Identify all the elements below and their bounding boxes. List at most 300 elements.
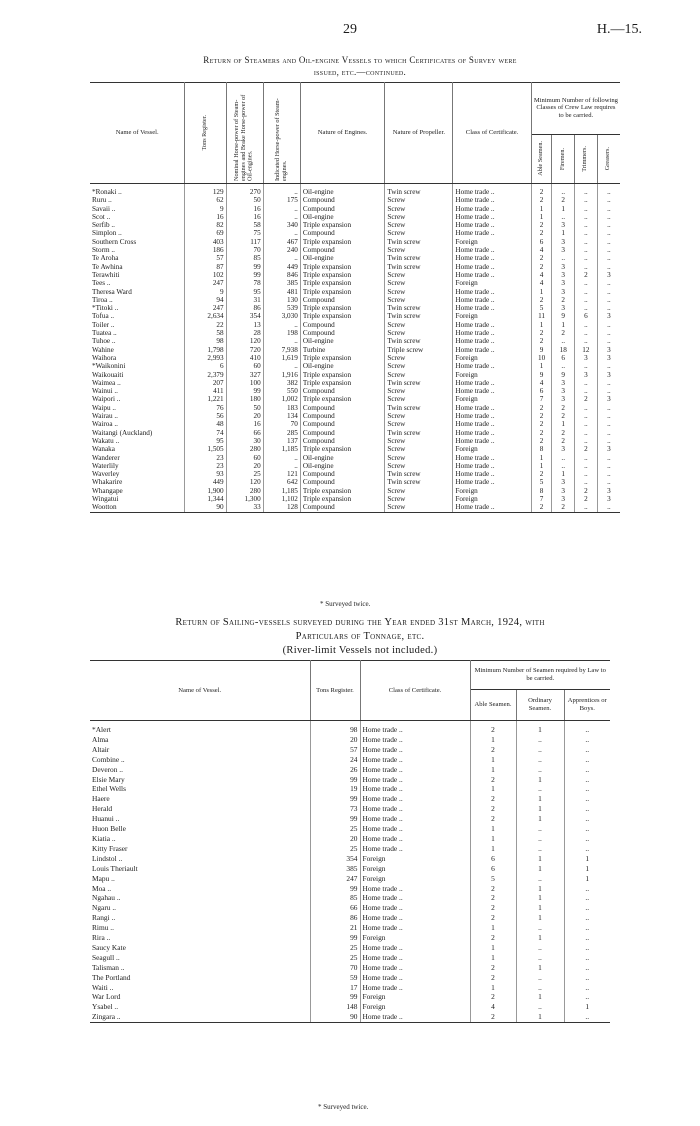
cell-fire: 1: [552, 470, 575, 478]
cell-ihp: 183: [263, 404, 300, 412]
cell-tons: 9: [185, 205, 226, 213]
cell-fire: 3: [552, 487, 575, 495]
cell-ihp: 1,916: [263, 371, 300, 379]
cell-propeller: Screw: [385, 371, 453, 379]
cell-engines: Triple expansion: [300, 354, 385, 362]
cell-able: 1: [470, 983, 516, 993]
cell-tons: 16: [185, 213, 226, 221]
cell-fire: 2: [552, 429, 575, 437]
cell-cls: Foreign: [360, 992, 470, 1002]
cell-able: 4: [531, 379, 552, 387]
cell-able: 9: [531, 371, 552, 379]
cell-tons: 86: [310, 913, 360, 923]
cell-nhp: 31: [226, 296, 263, 304]
cell-able: 6: [531, 387, 552, 395]
cell-cls: Home trade ..: [360, 1012, 470, 1022]
cell-engines: Triple expansion: [300, 395, 385, 403]
cell-nhp: 50: [226, 196, 263, 204]
cell-cls: Home trade ..: [360, 804, 470, 814]
cell-propeller: Screw: [385, 412, 453, 420]
table-row: [90, 196, 620, 204]
cell-tons: 66: [310, 903, 360, 913]
cell-cls: Home trade ..: [453, 288, 531, 296]
cell-tons: 90: [310, 1012, 360, 1022]
cell-able: 1: [470, 943, 516, 953]
cell-ord: ..: [516, 1002, 564, 1012]
cell-ihp: ..: [263, 337, 300, 345]
cell-able: 1: [470, 824, 516, 834]
cell-name: Te Aroha: [90, 254, 185, 262]
cell-cls: Home trade ..: [360, 903, 470, 913]
cell-name: Wairau ..: [90, 412, 185, 420]
cell-able: 8: [531, 487, 552, 495]
cell-engines: Turbine: [300, 346, 385, 354]
table-row: [90, 362, 620, 370]
cell-cls: Home trade ..: [453, 337, 531, 345]
cell-fire: 3: [552, 395, 575, 403]
cell-trim: ..: [575, 429, 598, 437]
cell-ihp: 385: [263, 279, 300, 287]
cell-tons: 21: [310, 923, 360, 933]
sailing-footnote: * Surveyed twice.: [318, 1103, 369, 1111]
cell-app: ..: [585, 903, 590, 913]
cell-name: Tiroa ..: [90, 296, 185, 304]
cell-propeller: Screw: [385, 246, 453, 254]
cell-tons: 247: [310, 874, 360, 884]
cell-engines: Compound: [300, 420, 385, 428]
cell-name: Ngaru ..: [90, 903, 310, 913]
cell-ihp: ..: [263, 205, 300, 213]
cell-tons: 129: [185, 188, 226, 196]
cell-tons: 411: [185, 387, 226, 395]
cell-propeller: Screw: [385, 362, 453, 370]
cell-tons: 23: [185, 462, 226, 470]
cell-cls: Home trade ..: [360, 775, 470, 785]
cell-tons: 354: [310, 854, 360, 864]
cell-name: Theresa Ward: [90, 288, 185, 296]
cell-able: 5: [470, 874, 516, 884]
steamers-body: [90, 184, 620, 513]
sailing-table: [90, 660, 610, 1023]
cell-nhp: 16: [226, 205, 263, 213]
cell-trim: ..: [575, 379, 598, 387]
cell-fire: ..: [552, 454, 575, 462]
cell-app: ..: [585, 744, 590, 754]
cell-engines: Compound: [300, 503, 385, 512]
cell-cls: Home trade ..: [453, 503, 531, 512]
cell-name: Scot ..: [90, 213, 185, 221]
cell-propeller: Twin screw: [385, 470, 453, 478]
cell-name: Kitty Fraser: [90, 844, 310, 854]
cell-trim: 2: [575, 445, 598, 453]
cell-propeller: Screw: [385, 213, 453, 221]
cell-trim: ..: [575, 362, 598, 370]
cell-name: Elsie Mary: [90, 775, 310, 785]
cell-fire: ..: [552, 254, 575, 262]
cell-trim: ..: [575, 304, 598, 312]
cell-tons: 2,634: [185, 312, 226, 320]
cell-fire: 1: [552, 205, 575, 213]
cell-grease: ..: [607, 229, 611, 238]
cell-cls: Home trade ..: [360, 784, 470, 794]
col-sail-tons: Tons Register.: [310, 661, 360, 721]
cell-ord: ..: [516, 765, 564, 775]
cell-grease: ..: [607, 428, 611, 437]
cell-engines: Triple expansion: [300, 238, 385, 246]
cell-able: 2: [531, 420, 552, 428]
cell-fire: 3: [552, 288, 575, 296]
steamers-header-row: [90, 83, 620, 135]
cell-tons: 2,379: [185, 371, 226, 379]
cell-nhp: 75: [226, 229, 263, 237]
cell-name: Herald: [90, 804, 310, 814]
table-row: [90, 973, 610, 983]
cell-ord: 1: [516, 903, 564, 913]
cell-grease: ..: [607, 412, 611, 421]
cell-tons: 25: [310, 943, 360, 953]
cell-tons: 90: [185, 503, 226, 512]
table-row: [90, 864, 610, 874]
cell-tons: 1,221: [185, 395, 226, 403]
cell-app: ..: [585, 774, 590, 784]
cell-name: Huanui ..: [90, 814, 310, 824]
cell-name: Waitangi (Auckland): [90, 429, 185, 437]
cell-app: ..: [585, 982, 590, 992]
col-tons: Tons Register.: [201, 115, 209, 151]
cell-cls: Foreign: [360, 874, 470, 884]
cell-trim: ..: [575, 263, 598, 271]
cell-app: ..: [585, 913, 590, 923]
cell-tons: 22: [185, 321, 226, 329]
cell-app: ..: [585, 833, 590, 843]
cell-propeller: Screw: [385, 196, 453, 204]
table-row: [90, 462, 620, 470]
cell-tons: 99: [310, 814, 360, 824]
cell-cls: Home trade ..: [360, 794, 470, 804]
cell-able: 2: [531, 429, 552, 437]
cell-trim: 2: [575, 487, 598, 495]
cell-ihp: 1,102: [263, 495, 300, 503]
cell-able: 2: [531, 196, 552, 204]
table-row: [90, 271, 620, 279]
col-indicated-hp: Indicated Horse-power of Steam-engines.: [273, 98, 288, 181]
cell-tons: 102: [185, 271, 226, 279]
cell-trim: ..: [575, 470, 598, 478]
sailing-title-line3: (River-limit Vessels not included.): [282, 645, 438, 656]
cell-able: 2: [470, 913, 516, 923]
cell-grease: 3: [607, 445, 611, 454]
cell-grease: ..: [607, 204, 611, 213]
cell-trim: ..: [575, 229, 598, 237]
cell-tons: 1,344: [185, 495, 226, 503]
cell-grease: ..: [607, 320, 611, 329]
cell-name: Rira ..: [90, 933, 310, 943]
cell-tons: 74: [185, 429, 226, 437]
cell-tons: 449: [185, 478, 226, 486]
cell-nhp: 95: [226, 288, 263, 296]
cell-nhp: 60: [226, 362, 263, 370]
cell-able: 5: [531, 478, 552, 486]
cell-able: 2: [470, 804, 516, 814]
cell-fire: 3: [552, 238, 575, 246]
cell-cls: Home trade ..: [453, 404, 531, 412]
cell-ord: ..: [516, 735, 564, 745]
cell-tons: 1,505: [185, 445, 226, 453]
cell-nhp: 70: [226, 246, 263, 254]
cell-trim: ..: [575, 321, 598, 329]
cell-cls: Foreign: [453, 238, 531, 246]
table-row: [90, 1002, 610, 1012]
cell-cls: Foreign: [360, 854, 470, 864]
cell-engines: Compound: [300, 470, 385, 478]
cell-app: ..: [585, 962, 590, 972]
table-row: [90, 371, 620, 379]
cell-ord: ..: [516, 874, 564, 884]
cell-grease: 3: [607, 312, 611, 321]
cell-cls: Home trade ..: [360, 725, 470, 735]
cell-fire: 3: [552, 379, 575, 387]
cell-able: 6: [470, 854, 516, 864]
cell-name: Wanderer: [90, 454, 185, 462]
cell-trim: 3: [575, 371, 598, 379]
cell-cls: Home trade ..: [360, 884, 470, 894]
table-row: [90, 254, 620, 262]
table-row: [90, 814, 610, 824]
table-row: [90, 784, 610, 794]
cell-ihp: 128: [263, 503, 300, 512]
cell-tons: 59: [310, 973, 360, 983]
cell-fire: 9: [552, 371, 575, 379]
cell-cls: Foreign: [360, 1002, 470, 1012]
cell-fire: 2: [552, 412, 575, 420]
cell-ord: 1: [516, 1012, 564, 1022]
cell-propeller: Twin screw: [385, 238, 453, 246]
cell-cls: Home trade ..: [453, 329, 531, 337]
table-row: [90, 312, 620, 320]
cell-grease: ..: [607, 262, 611, 271]
cell-cls: Home trade ..: [360, 983, 470, 993]
cell-fire: 3: [552, 304, 575, 312]
table-row: [90, 992, 610, 1002]
cell-tons: 57: [310, 745, 360, 755]
cell-app: ..: [585, 804, 590, 814]
cell-tons: 93: [185, 470, 226, 478]
cell-fire: 3: [552, 387, 575, 395]
cell-tons: 82: [185, 221, 226, 229]
cell-nhp: 50: [226, 404, 263, 412]
table-row: [90, 213, 620, 221]
cell-engines: Compound: [300, 429, 385, 437]
table-row: [90, 337, 620, 345]
table-row: [90, 454, 620, 462]
cell-tons: 2,993: [185, 354, 226, 362]
cell-grease: 3: [607, 486, 611, 495]
table-row: [90, 745, 610, 755]
col-sail-apprentices: Apprentices or Boys.: [564, 690, 610, 721]
cell-name: Louis Theriault: [90, 864, 310, 874]
cell-ord: 1: [516, 804, 564, 814]
cell-trim: 2: [575, 271, 598, 279]
table-row: [90, 775, 610, 785]
cell-name: Waterlily: [90, 462, 185, 470]
cell-nhp: 25: [226, 470, 263, 478]
cell-nhp: 120: [226, 478, 263, 486]
cell-nhp: 280: [226, 487, 263, 495]
cell-ord: ..: [516, 943, 564, 953]
cell-trim: ..: [575, 462, 598, 470]
cell-tons: 58: [185, 329, 226, 337]
cell-trim: ..: [575, 412, 598, 420]
cell-cls: Home trade ..: [453, 470, 531, 478]
table-row: [90, 205, 620, 213]
cell-engines: Oil-engine: [300, 213, 385, 221]
cell-name: Waiti ..: [90, 983, 310, 993]
cell-cls: Home trade ..: [360, 953, 470, 963]
cell-propeller: Twin screw: [385, 429, 453, 437]
steamers-footnote: * Surveyed twice.: [320, 600, 371, 608]
table-row: [90, 412, 620, 420]
cell-ihp: 198: [263, 329, 300, 337]
cell-engines: Triple expansion: [300, 288, 385, 296]
cell-ihp: ..: [263, 321, 300, 329]
cell-nhp: 58: [226, 221, 263, 229]
col-firemen: Firemen.: [558, 147, 566, 170]
cell-nhp: 13: [226, 321, 263, 329]
cell-app: 1: [585, 853, 590, 863]
cell-cls: Home trade ..: [360, 844, 470, 854]
cell-name: Mapu ..: [90, 874, 310, 884]
cell-able: 2: [531, 229, 552, 237]
cell-tons: 87: [185, 263, 226, 271]
table-row: [90, 304, 620, 312]
cell-fire: 1: [552, 321, 575, 329]
cell-able: 1: [470, 755, 516, 765]
cell-engines: Triple expansion: [300, 221, 385, 229]
cell-propeller: Screw: [385, 229, 453, 237]
cell-cls: Foreign: [453, 495, 531, 503]
cell-able: 1: [531, 454, 552, 462]
cell-tons: 99: [310, 992, 360, 1002]
cell-name: Kiatia ..: [90, 834, 310, 844]
cell-able: 1: [531, 462, 552, 470]
col-sail-class: Class of Certificate.: [360, 661, 470, 721]
cell-trim: ..: [575, 288, 598, 296]
cell-tons: 403: [185, 238, 226, 246]
cell-name: Waimea ..: [90, 379, 185, 387]
cell-tons: 98: [310, 725, 360, 735]
cell-cls: Home trade ..: [360, 973, 470, 983]
cell-trim: ..: [575, 238, 598, 246]
cell-able: 2: [470, 775, 516, 785]
cell-fire: 3: [552, 495, 575, 503]
cell-ord: 1: [516, 913, 564, 923]
col-sail-group: Minimum Number of Seamen required by Law to be carried.: [470, 661, 610, 690]
cell-tons: 70: [310, 963, 360, 973]
cell-propeller: Screw: [385, 462, 453, 470]
cell-able: 2: [470, 745, 516, 755]
cell-able: 4: [531, 246, 552, 254]
cell-engines: Triple expansion: [300, 495, 385, 503]
cell-fire: 6: [552, 354, 575, 362]
cell-ord: ..: [516, 755, 564, 765]
cell-name: Tuhoe ..: [90, 337, 185, 345]
cell-able: 2: [531, 254, 552, 262]
cell-propeller: Screw: [385, 387, 453, 395]
cell-ihp: 121: [263, 470, 300, 478]
cell-nhp: 117: [226, 238, 263, 246]
cell-name: Saucy Kate: [90, 943, 310, 953]
cell-engines: Triple expansion: [300, 263, 385, 271]
sailing-header-row: [90, 661, 610, 690]
cell-able: 2: [470, 992, 516, 1002]
cell-trim: ..: [575, 387, 598, 395]
cell-grease: ..: [607, 461, 611, 470]
cell-propeller: Twin screw: [385, 304, 453, 312]
col-able: Able Seamen.: [537, 141, 545, 177]
cell-grease: ..: [597, 503, 620, 512]
cell-cls: Foreign: [453, 279, 531, 287]
cell-grease: 3: [607, 370, 611, 379]
cell-propeller: Twin screw: [385, 478, 453, 486]
cell-fire: 1: [552, 229, 575, 237]
cell-name: Whakarire: [90, 478, 185, 486]
cell-name: Ngahau ..: [90, 893, 310, 903]
table-row: [90, 893, 610, 903]
sailing-title: [90, 616, 630, 658]
cell-cls: Home trade ..: [360, 923, 470, 933]
cell-name: Storm ..: [90, 246, 185, 254]
col-trimmers: Trimmers.: [581, 145, 589, 172]
cell-app: ..: [585, 734, 590, 744]
cell-able: 2: [531, 296, 552, 304]
cell-propeller: Screw: [385, 395, 453, 403]
cell-tons: 57: [185, 254, 226, 262]
cell-able: 1: [470, 953, 516, 963]
cell-app: ..: [585, 784, 590, 794]
cell-able: 4: [531, 271, 552, 279]
cell-tons: 24: [310, 755, 360, 765]
cell-grease: ..: [607, 279, 611, 288]
table-row: [90, 884, 610, 894]
cell-tons: 23: [185, 454, 226, 462]
cell-name: Wairoa ..: [90, 420, 185, 428]
table-row: [90, 844, 610, 854]
cell-propeller: Screw: [385, 495, 453, 503]
cell-cls: Home trade ..: [360, 943, 470, 953]
cell-tons: 76: [185, 404, 226, 412]
cell-tons: 9: [185, 288, 226, 296]
cell-engines: Oil-engine: [300, 362, 385, 370]
cell-ord: 1: [516, 864, 564, 874]
cell-grease: ..: [607, 196, 611, 205]
cell-trim: ..: [575, 213, 598, 221]
cell-grease: ..: [607, 478, 611, 487]
cell-tons: 95: [185, 437, 226, 445]
cell-engines: Compound: [300, 329, 385, 337]
cell-trim: ..: [575, 329, 598, 337]
cell-ihp: 1,185: [263, 487, 300, 495]
table-row: [90, 854, 610, 864]
col-sail-name: Name of Vessel.: [90, 661, 310, 721]
table-row: [90, 429, 620, 437]
table-row: [90, 503, 620, 512]
cell-propeller: Screw: [385, 321, 453, 329]
cell-nhp: 120: [226, 337, 263, 345]
cell-fire: 3: [552, 271, 575, 279]
cell-nhp: 720: [226, 346, 263, 354]
cell-engines: Compound: [300, 387, 385, 395]
cell-app: 1: [585, 873, 590, 883]
